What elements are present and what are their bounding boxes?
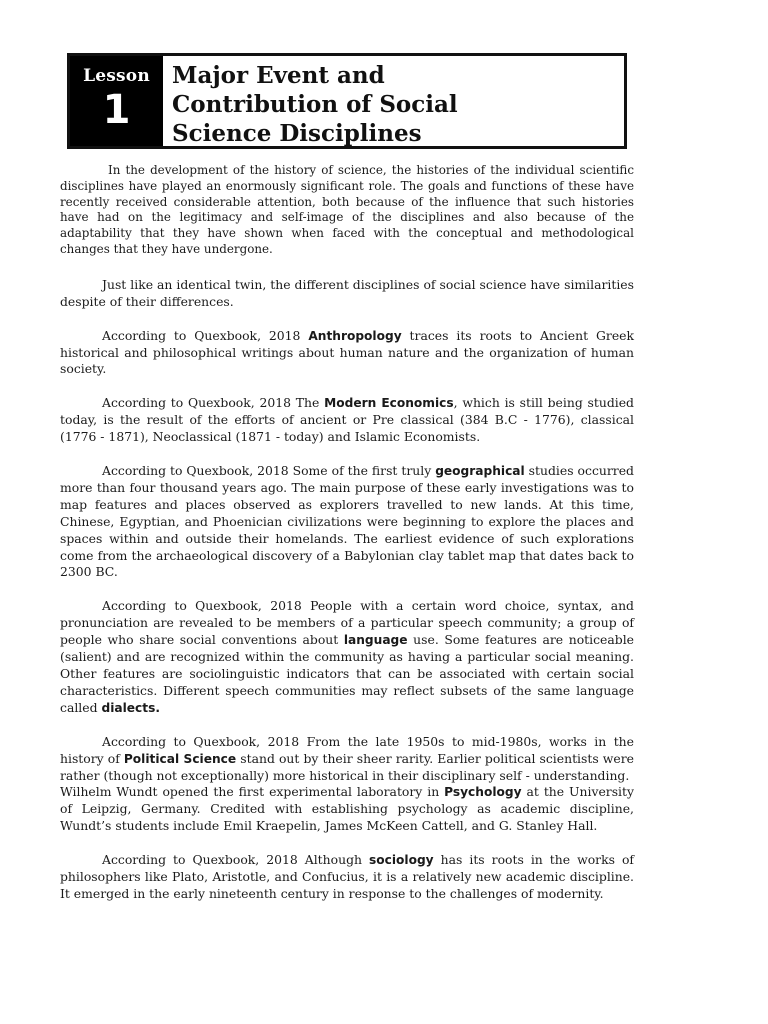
geography-text-pre: According to Quexbook, 2018 Some of the first truly xyxy=(102,463,436,479)
sociology-keyword: sociology xyxy=(369,853,434,868)
economics-paragraph xyxy=(60,395,634,446)
anthropology-text-pre: According to Quexbook, 2018 xyxy=(102,327,309,343)
sociology-text-post: has its roots in the works of philosophers like Plato, Aristotle, and Confucius, it is a relatively new academic discipline. It emerged in the early nineteenth century in response to the challenges of modernity. xyxy=(60,852,634,901)
lesson-badge xyxy=(70,56,163,146)
economics-keyword: Modern Economics xyxy=(324,396,454,411)
political-science-keyword: Political Science xyxy=(123,751,237,766)
lesson-header xyxy=(67,53,627,149)
geography-keyword: geographical xyxy=(435,464,525,479)
lesson-label: Lesson xyxy=(83,66,150,86)
psychology-text-post: at the University of Leipzig, Germany. Credited with establishing psychology as academic discipline, Wundt’s students include Emil Kraepelin, James McKeen Cattell, and G. Stanley Hall. xyxy=(60,784,634,834)
anthropology-paragraph xyxy=(60,328,634,379)
linguistics-paragraph xyxy=(60,598,634,716)
economics-text-pre: According to Quexbook, 2018 The xyxy=(102,395,325,411)
title-line-2: Contribution of Social xyxy=(172,91,458,118)
psychology-keyword: Psychology xyxy=(444,785,522,800)
lesson-body xyxy=(60,163,634,903)
geography-paragraph xyxy=(60,463,634,581)
political-science-text-pre: According to Quexbook, 2018 From the late 1950s to mid-1980s, works in the history of xyxy=(60,733,634,766)
title-line-3: Science Disciplines xyxy=(172,120,422,147)
lesson-number: 1 xyxy=(102,87,131,133)
economics-text-post: , which is still being studied today, is the result of the efforts of ancient or Pre classical (384 B.C - 1776), classical (1776 - 1871), Neoclassical (1871 - today) and Islamic Economists. xyxy=(60,395,634,445)
twin-paragraph: Just like an identical twin, the different disciplines of social science have similarities despite of their differences. xyxy=(60,276,634,309)
political-science-text-post: stand out by their sheer rarity. Earlier political scientists were rather (though not exceptionally) more historical in their disciplinary self - understanding. xyxy=(60,750,634,783)
linguistics-text-pre: According to Quexbook, 2018 People with a certain word choice, syntax, and pronunciation are revealed to be members of a particular speech community; a group of people who share social conventions about xyxy=(60,598,634,648)
psychology-paragraph xyxy=(60,784,634,835)
page-title xyxy=(163,56,458,146)
sociology-paragraph xyxy=(60,852,634,903)
title-line-1: Major Event and xyxy=(172,62,385,89)
geography-text-post: studies occurred more than four thousand years ago. The main purpose of these early investigations was to map features and places observed as explorers travelled to new lands. At this time, Chinese, Egyptian, and Phoenician civilizations were beginning to explore the places and spaces within and outside their homelands. The earliest evidence of such explorations come from the archaeological discovery of a Babylonian clay tablet map that dates back to 2300 BC. xyxy=(60,463,634,580)
intro-paragraph: In the development of the history of science, the histories of the individual scientific disciplines have played an enormously significant role. The goals and functions of these have recently received considerable attention, both because of the influence that such histories have had on the legitimacy and self-image of the disciplines and also because of the adaptability that they have shown when faced with the conceptual and methodological changes that they have undergone. xyxy=(60,163,634,256)
sociology-text-pre: According to Quexbook, 2018 Although xyxy=(102,852,369,868)
language-keyword: language xyxy=(343,633,408,648)
anthropology-text-post: traces its roots to Ancient Greek historical and philosophical writings about human nature and the organization of human society. xyxy=(60,327,634,377)
anthropology-keyword: Anthropology xyxy=(308,328,402,343)
linguistics-text-mid: use. Some features are noticeable (salient) and are recognized within the community as having a particular social meaning. Other features are sociolinguistic indicators that can be associated with certain social characteristics. Different speech communities may reflect subsets of the same language called xyxy=(60,632,634,715)
psychology-text-pre: Wilhelm Wundt opened the first experimental laboratory in xyxy=(60,784,445,800)
political-science-paragraph xyxy=(60,734,634,785)
dialects-keyword: dialects. xyxy=(101,700,160,715)
